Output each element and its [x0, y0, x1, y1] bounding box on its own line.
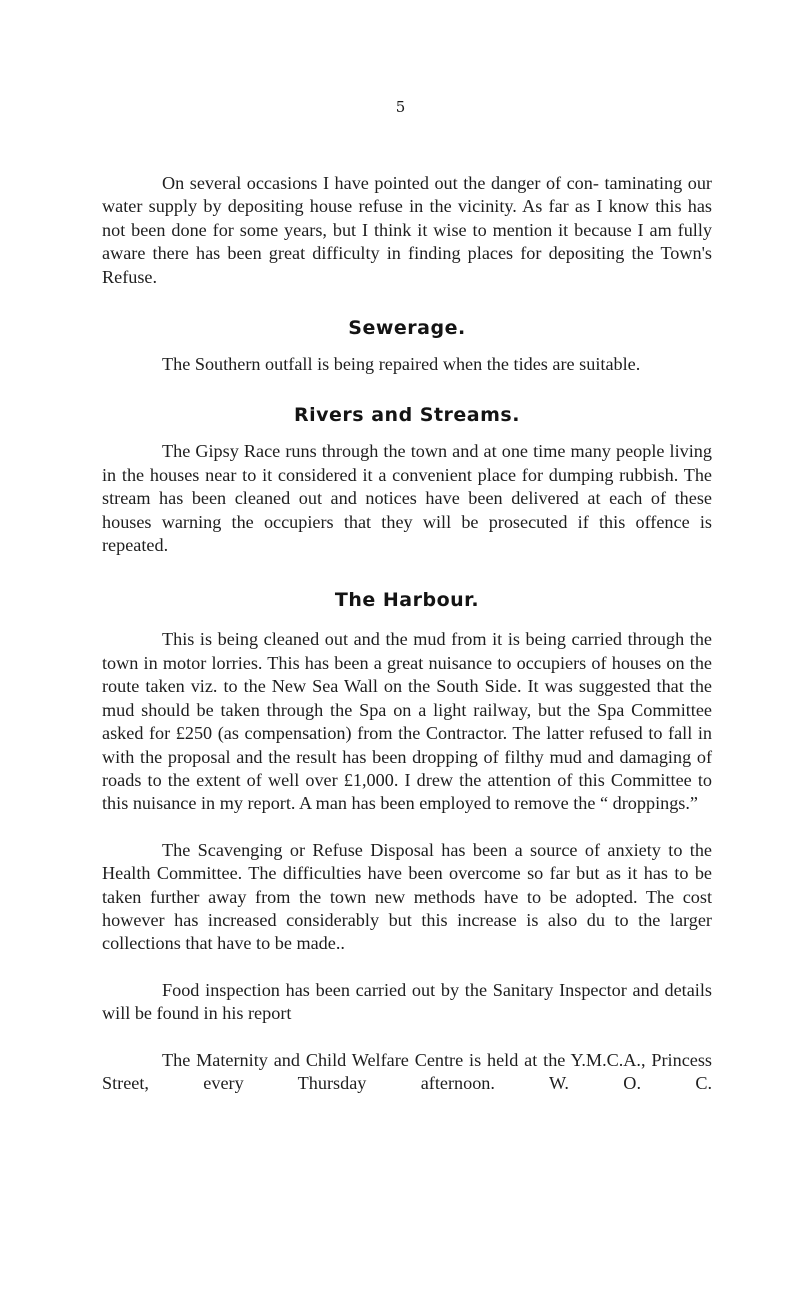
- page-body: [102, 172, 712, 1095]
- intro-paragraph: On several occasions I have pointed out the danger of con- taminating our water supply by depositing house refuse in the vicinity. As far as I know this has not been done for some years, but I think it wise to mention it because I am fully aware there has been great difficulty in finding places for depositing the Town's Refuse.: [102, 173, 712, 287]
- rivers-paragraph: The Gipsy Race runs through the town and at one time many people living in the houses near to it considered it a convenient place for dumping rubbish. The stream has been cleaned out and notices have been delivered at each of these houses warning the occupiers that they will be prosecuted if this offence is repeated.: [102, 441, 712, 556]
- scavenging-paragraph: The Scavenging or Refuse Disposal has been a source of anxiety to the Health Committee. The difficulties have been overcome so far but as it has to be taken further away from the town new methods have to be adopted. The cost however has increased considerably but this increase is also du to the larger collections that have to be made..: [102, 839, 712, 954]
- maternity-paragraph: The Maternity and Child Welfare Centre is held at the Y.M.C.A., Princess Street, every Thursday afternoon. W. O. C.: [102, 1049, 712, 1093]
- sewerage-heading: Sewerage.: [348, 317, 466, 340]
- page-number: 5: [395, 98, 406, 116]
- rivers-heading: Rivers and Streams.: [294, 404, 520, 427]
- sewerage-paragraph: The Southern outfall is being repaired when the tides are suitable.: [162, 354, 641, 375]
- food-inspection-paragraph: Food inspection has been carried out by the Sanitary Inspector and details will be found in his report: [102, 979, 712, 1024]
- harbour-heading: The Harbour.: [334, 589, 480, 612]
- harbour-paragraph: This is being cleaned out and the mud from it is being carried through the town in motor lorries. This has been a great nuisance to occupiers of houses on the route taken viz. to the New Sea Wall on the South Side. It was suggested that the mud should be taken through the Spa on a light railway, but the Spa Committee asked for £250 (as compensation) from the Contractor. The latter refused to fall in with the proposal and the result has been dropping of filthy mud and damaging of roads to the extent of well over £1,000. I drew the attention of this Committee to this nuisance in my report. A man has been employed to remove the “ droppings.”: [102, 629, 712, 814]
